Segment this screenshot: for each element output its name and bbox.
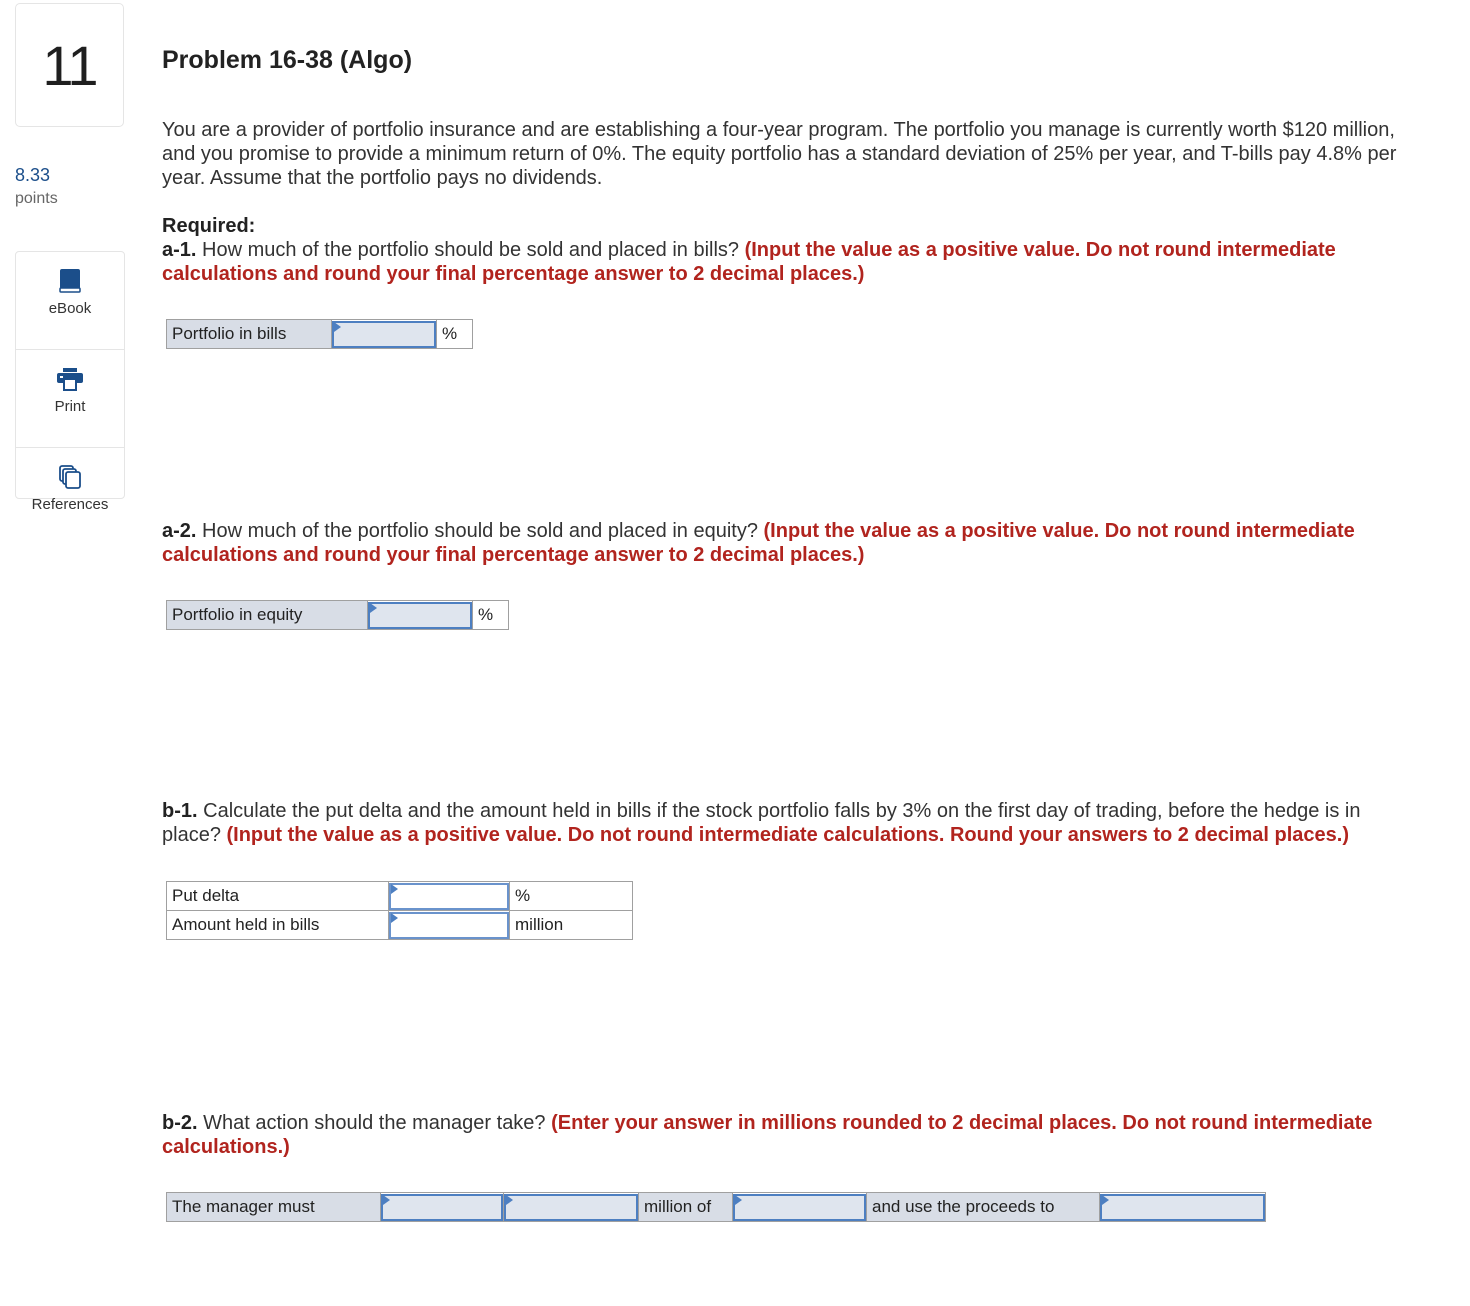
use-select[interactable] xyxy=(1100,1194,1265,1221)
ebook-label: eBook xyxy=(48,300,92,317)
points-label: points xyxy=(15,190,58,207)
amount-held-in-bills-label: Amount held in bills xyxy=(167,911,389,940)
amount-cell xyxy=(504,1193,639,1222)
required-label: Required: xyxy=(162,215,256,237)
references-label: References xyxy=(31,496,109,513)
use-proceeds-label: and use the proceeds to xyxy=(867,1193,1100,1222)
a1-label: a-1. xyxy=(162,239,197,261)
a2-instruction: (Input the value as a positive value. Do not round intermediate calculations and round your final percentage answer to 2 decimal places.) xyxy=(162,520,1355,566)
references-button[interactable] xyxy=(16,464,124,546)
action-cell xyxy=(381,1193,504,1222)
tools-panel xyxy=(15,251,125,513)
amount-held-in-bills-unit: million xyxy=(510,911,633,940)
table-row xyxy=(167,911,633,940)
flag-icon xyxy=(383,1195,390,1205)
put-delta-input[interactable] xyxy=(389,883,509,910)
b1-label: b-1. xyxy=(162,800,198,822)
portfolio-in-equity-label: Portfolio in equity xyxy=(167,601,368,630)
table-row xyxy=(167,601,509,630)
table-row xyxy=(167,882,633,911)
ebook-button[interactable] xyxy=(16,268,124,350)
print-button[interactable] xyxy=(16,366,124,448)
put-delta-unit: % xyxy=(510,882,633,911)
portfolio-in-equity-cell xyxy=(368,601,473,630)
problem-intro: You are a provider of portfolio insurance and are establishing a four-year program. The portfolio you manage is currently worth $120 million, and you promise to provide a minimum return of 0%. The equity portfolio has a standard deviation of 25% per year, and T-bills pay 4.8% per year. Assume that the portfolio pays no dividends. xyxy=(162,119,1397,189)
b1-question-block xyxy=(162,799,1402,847)
required-block xyxy=(162,214,1402,286)
b2-question: What action should the manager take? xyxy=(203,1112,546,1134)
flag-icon xyxy=(334,322,341,332)
portfolio-in-equity-input[interactable] xyxy=(368,602,472,629)
table-row xyxy=(167,1193,1266,1222)
flag-icon xyxy=(370,603,377,613)
a2-question: How much of the portfolio should be sold and placed in equity? xyxy=(202,520,758,542)
amount-input[interactable] xyxy=(504,1194,638,1221)
a1-question: How much of the portfolio should be sold and placed in bills? xyxy=(202,239,740,261)
copies-icon xyxy=(57,464,83,490)
points-value: 8.33 xyxy=(15,165,51,185)
put-delta-label: Put delta xyxy=(167,882,389,911)
table-row xyxy=(167,320,473,349)
portfolio-in-bills-cell xyxy=(332,320,437,349)
b1-answer-table xyxy=(166,881,633,940)
flag-icon xyxy=(735,1195,742,1205)
million-of-label: million of xyxy=(639,1193,733,1222)
b2-label: b-2. xyxy=(162,1112,198,1134)
printer-icon xyxy=(56,366,84,392)
flag-icon xyxy=(506,1195,513,1205)
portfolio-in-bills-unit: % xyxy=(437,320,473,349)
b2-answer-table xyxy=(166,1192,1266,1222)
portfolio-in-equity-unit: % xyxy=(473,601,509,630)
b2-question-block xyxy=(162,1111,1402,1159)
asset-select[interactable] xyxy=(733,1194,866,1221)
b1-instruction: (Input the value as a positive value. Do not round intermediate calculations. Round your answers to 2 decimal places.) xyxy=(226,824,1349,846)
print-label: Print xyxy=(54,398,86,415)
manager-must-label: The manager must xyxy=(167,1193,381,1222)
use-cell xyxy=(1100,1193,1266,1222)
portfolio-in-bills-input[interactable] xyxy=(332,321,436,348)
a1-answer-table xyxy=(166,319,473,349)
a2-label: a-2. xyxy=(162,520,197,542)
a1-instruction: (Input the value as a positive value. Do not round intermediate calculations and round your final percentage answer to 2 decimal places.) xyxy=(162,239,1336,285)
flag-icon xyxy=(391,884,398,894)
question-number: 11 xyxy=(15,3,124,127)
action-select[interactable] xyxy=(381,1194,503,1221)
book-icon xyxy=(58,268,82,294)
a2-answer-table xyxy=(166,600,509,630)
b2-instruction: (Enter your answer in millions rounded to 2 decimal places. Do not round intermediate calculations.) xyxy=(162,1112,1373,1158)
flag-icon xyxy=(391,913,398,923)
portfolio-in-bills-label: Portfolio in bills xyxy=(167,320,332,349)
problem-title: Problem 16-38 (Algo) xyxy=(162,46,413,74)
amount-held-in-bills-cell xyxy=(389,911,510,940)
asset-cell xyxy=(733,1193,867,1222)
put-delta-cell xyxy=(389,882,510,911)
flag-icon xyxy=(1102,1195,1109,1205)
amount-held-in-bills-input[interactable] xyxy=(389,912,509,939)
b1-question: Calculate the put delta and the amount held in bills if the stock portfolio falls by 3% on the first day of trading, before the hedge is in place? xyxy=(162,800,1361,846)
a2-question-block xyxy=(162,519,1402,567)
